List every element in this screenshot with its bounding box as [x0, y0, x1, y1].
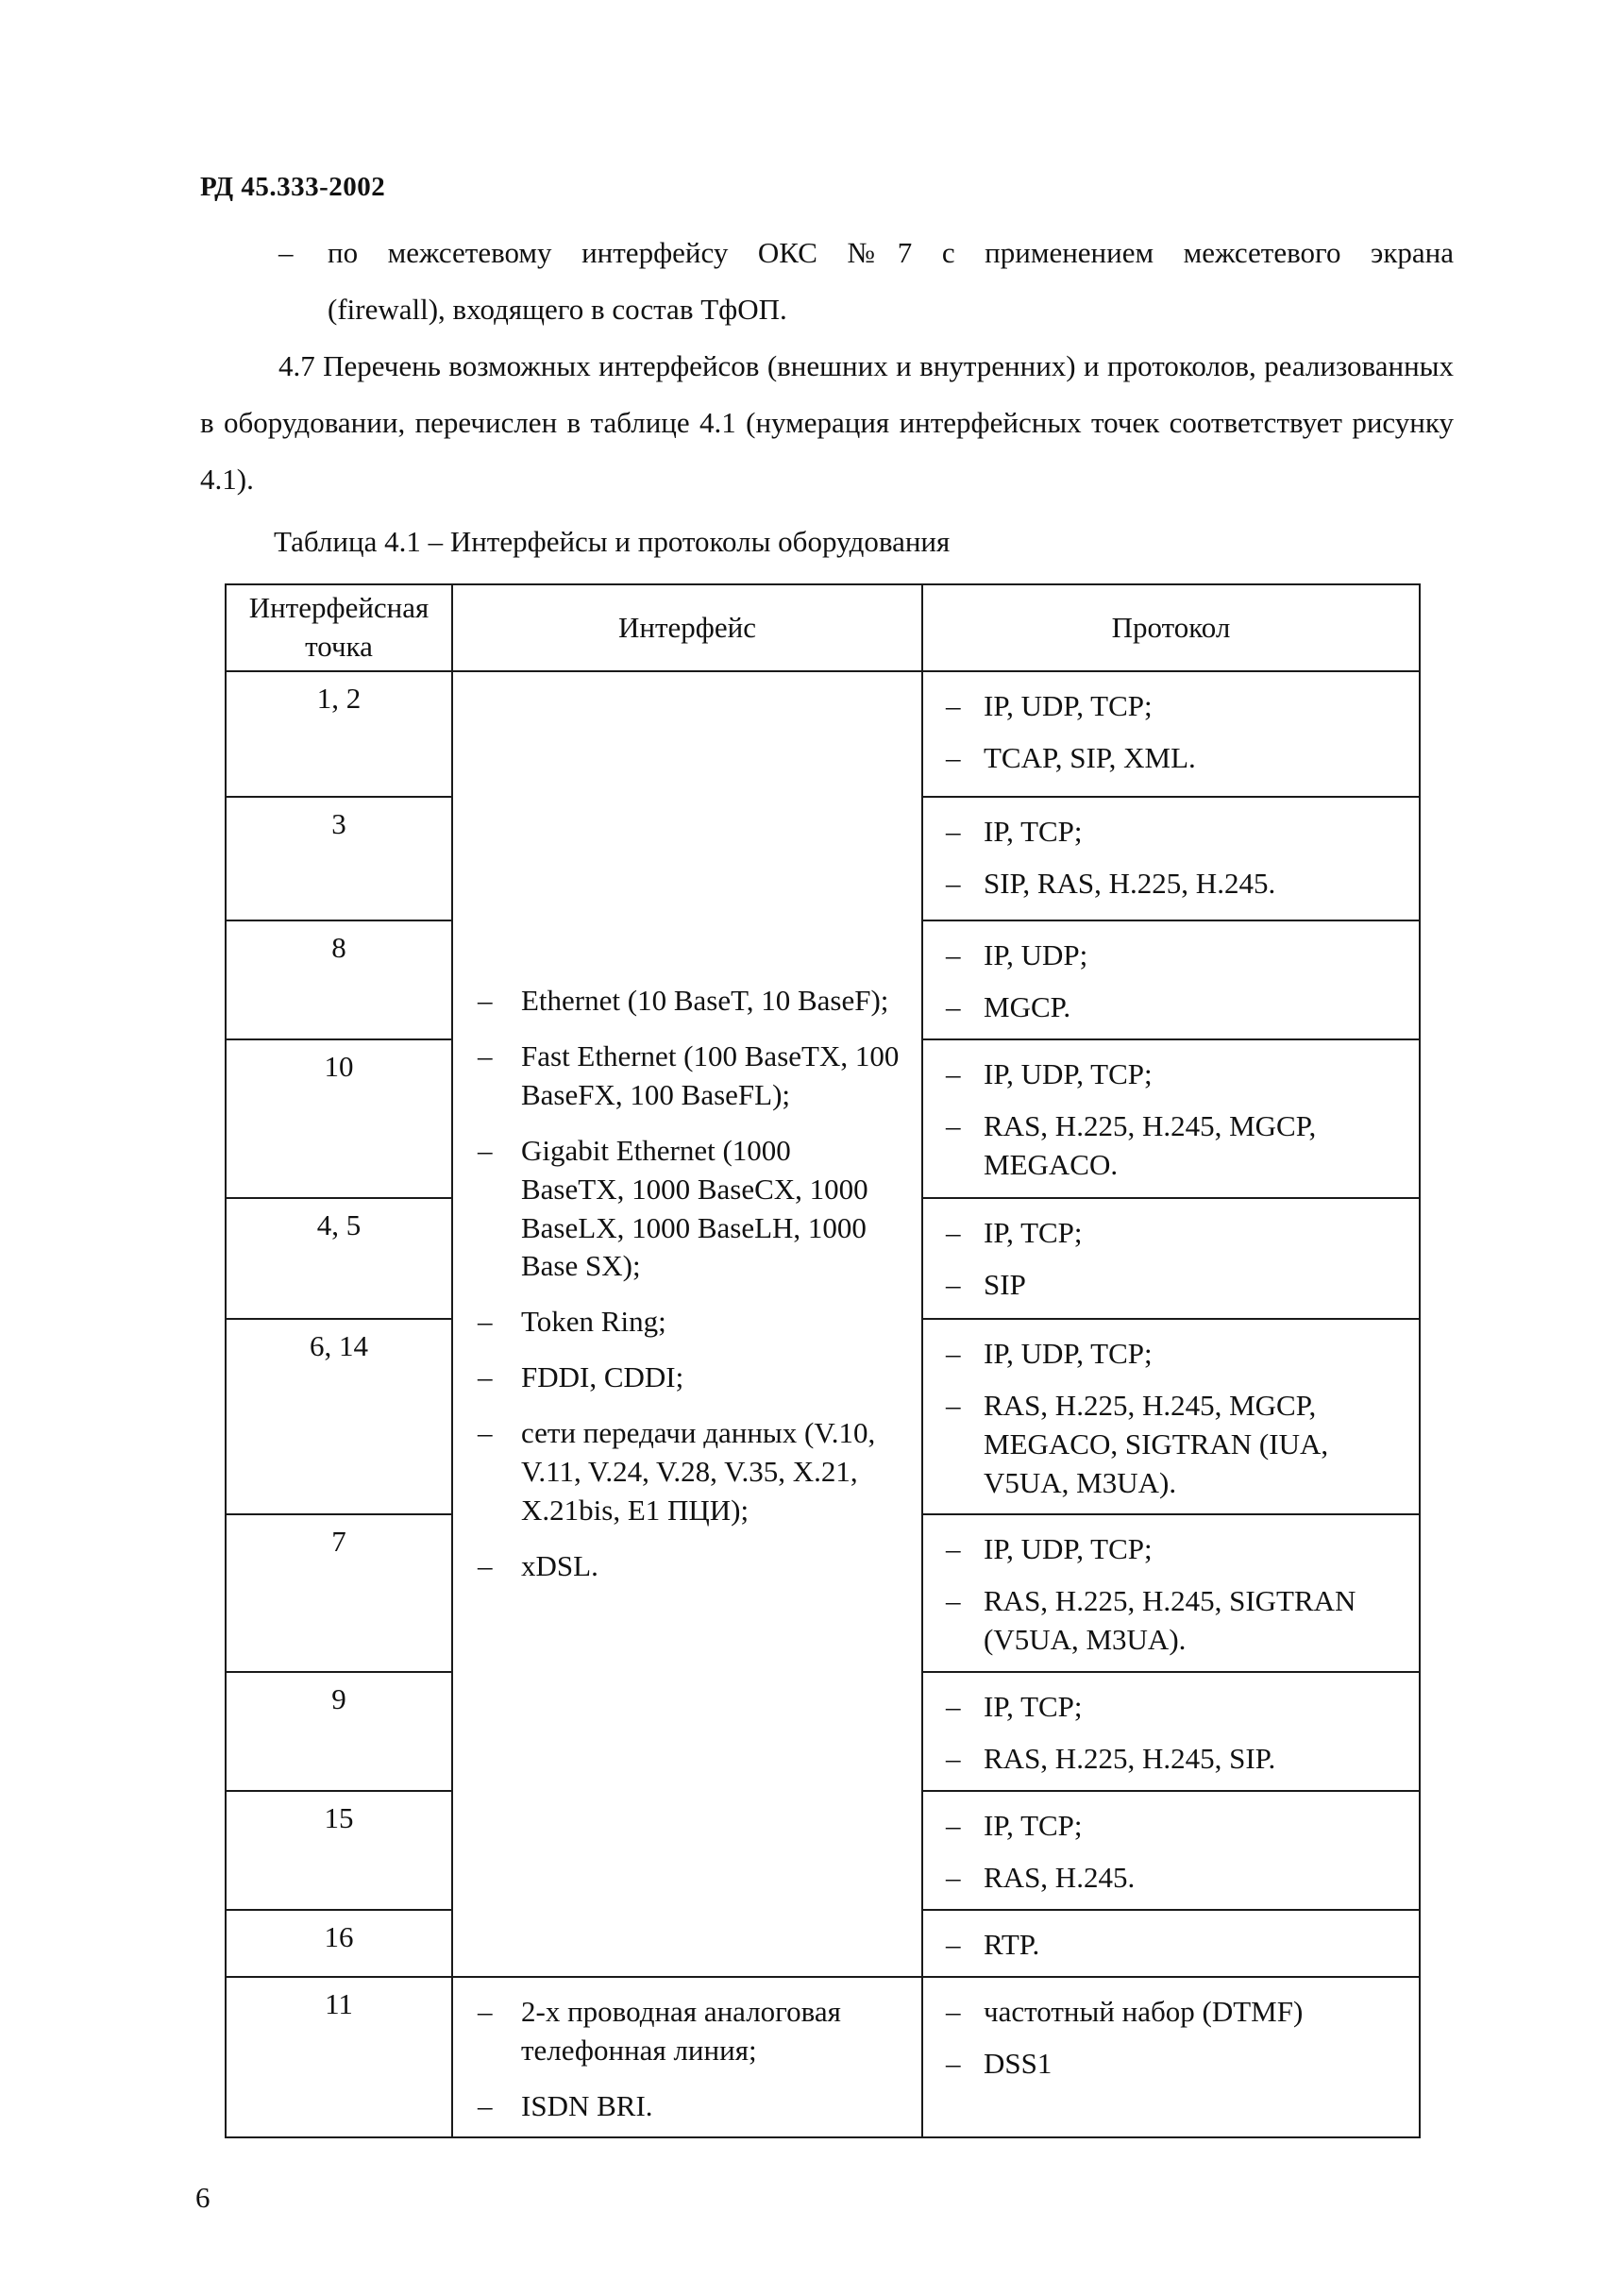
list-dash: –	[478, 1133, 493, 1167]
protocol-cell	[922, 1977, 1420, 2138]
point-cell: 4, 5	[226, 1198, 452, 1319]
interface-item	[464, 982, 910, 1024]
protocol-cell	[922, 1910, 1420, 1977]
protocol-text: IP, UDP, TCP;	[984, 1532, 1153, 1566]
protocol-text: IP, UDP, TCP;	[984, 1056, 1153, 1090]
protocol-item	[935, 2035, 1407, 2087]
interface-text: сети передачи данных (V.10, V.11, V.24, V.28, V.35, X.21, X.21bis, E1 ПЦИ);	[521, 1416, 876, 1527]
point-cell: 8	[226, 920, 452, 1039]
protocol-text: IP, UDP, TCP;	[984, 689, 1153, 722]
list-dash: –	[946, 1108, 961, 1142]
protocol-text: IP, TCP;	[984, 1215, 1083, 1249]
protocol-item	[935, 979, 1407, 1031]
protocol-text: IP, UDP;	[984, 938, 1088, 971]
list-dash: –	[946, 1215, 961, 1249]
interface-cell	[452, 1977, 922, 2138]
list-dash: –	[946, 866, 961, 900]
list-dash: –	[478, 1038, 493, 1072]
point-cell: 7	[226, 1514, 452, 1672]
protocol-item	[935, 1377, 1407, 1507]
point-cell: 16	[226, 1910, 452, 1977]
interface-text: 2-х проводная аналоговая телефонная линия;	[521, 1994, 841, 2067]
list-dash: –	[946, 1056, 961, 1090]
protocol-cell	[922, 1319, 1420, 1515]
list-dash: –	[478, 1360, 493, 1394]
point-cell: 11	[226, 1977, 452, 2138]
table-caption: Таблица 4.1 – Интерфейсы и протоколы оборудования	[274, 525, 951, 558]
interface-text: Fast Ethernet (100 BaseTX, 100 BaseFX, 100 BaseFL);	[521, 1038, 900, 1111]
table-header-row	[226, 584, 1420, 671]
protocol-cell	[922, 920, 1420, 1039]
protocol-item	[935, 1849, 1407, 1901]
list-item-continuation: (firewall), входящего в состав ТфОП.	[328, 293, 787, 326]
list-dash: –	[946, 938, 961, 971]
list-dash: –	[946, 1808, 961, 1842]
interface-item	[464, 1414, 910, 1534]
protocol-item	[935, 1799, 1407, 1849]
protocol-text: IP, TCP;	[984, 815, 1083, 848]
document-code: РД 45.333-2002	[200, 172, 386, 202]
list-dash: –	[946, 1584, 961, 1618]
point-cell: 1, 2	[226, 671, 452, 797]
protocol-item	[935, 1730, 1407, 1782]
list-dash: –	[946, 1742, 961, 1776]
list-dash: –	[478, 1548, 493, 1582]
table-row	[226, 1977, 1420, 2138]
protocol-cell	[922, 1791, 1420, 1910]
protocol-text: частотный набор (DTMF)	[984, 1994, 1304, 2028]
list-dash: –	[946, 1388, 961, 1422]
list-dash: –	[478, 984, 493, 1017]
protocol-item	[935, 805, 1407, 855]
protocol-cell	[922, 1514, 1420, 1672]
list-dash: –	[278, 236, 294, 269]
protocol-text: SIP, RAS, H.225, H.245.	[984, 866, 1276, 900]
protocol-item	[935, 1257, 1407, 1308]
protocol-item	[935, 1207, 1407, 1257]
list-dash: –	[478, 2088, 493, 2122]
protocol-text: RAS, H.225, H.245, MGCP, MEGACO.	[984, 1108, 1317, 1181]
list-dash: –	[478, 1416, 493, 1450]
list-dash: –	[946, 689, 961, 722]
protocol-text: DSS1	[984, 2046, 1053, 2080]
point-cell: 10	[226, 1039, 452, 1198]
interface-item	[464, 1547, 910, 1590]
protocol-text: RAS, H.225, H.245, MGCP, MEGACO, SIGTRAN (IUA, V5UA, M3UA).	[984, 1388, 1329, 1499]
protocol-item	[935, 680, 1407, 730]
protocol-item	[935, 730, 1407, 782]
firewall-list-item	[278, 225, 1454, 281]
protocol-text: SIP	[984, 1267, 1026, 1301]
protocol-text: MGCP.	[984, 989, 1071, 1023]
header-interface: Интерфейс	[452, 584, 922, 671]
interface-text: ISDN BRI.	[521, 2088, 653, 2122]
list-dash: –	[478, 1305, 493, 1339]
point-cell: 15	[226, 1791, 452, 1910]
protocol-cell	[922, 797, 1420, 920]
protocol-text: RAS, H.225, H.245, SIGTRAN (V5UA, M3UA).	[984, 1584, 1356, 1657]
interface-item	[464, 1303, 910, 1345]
protocol-item	[935, 929, 1407, 979]
interface-text: Ethernet (10 BaseT, 10 BaseF);	[521, 984, 889, 1017]
point-cell: 3	[226, 797, 452, 920]
interface-item	[464, 1132, 910, 1291]
interface-text: xDSL.	[521, 1548, 598, 1582]
list-dash: –	[946, 740, 961, 774]
list-dash: –	[946, 989, 961, 1023]
protocol-item	[935, 1048, 1407, 1098]
list-dash: –	[946, 815, 961, 848]
list-dash: –	[946, 1860, 961, 1894]
protocol-item	[935, 1680, 1407, 1730]
list-dash: –	[946, 1267, 961, 1301]
list-dash: –	[946, 1994, 961, 2028]
point-cell: 9	[226, 1672, 452, 1791]
list-dash: –	[946, 1336, 961, 1370]
protocol-item	[935, 1523, 1407, 1573]
protocol-item	[935, 1985, 1407, 2035]
list-item-text: по межсетевому интерфейсу ОКС №7 с применением межсетевого экрана	[328, 236, 1454, 269]
paragraph-4-7: 4.7 Перечень возможных интерфейсов (внешних и внутренних) и протоколов, реализованных в оборудовании, перечислен в таблице 4.1 (нумерация интерфейсных точек соответствует рисунку 4.1).	[200, 349, 1454, 496]
list-dash: –	[946, 1690, 961, 1724]
interface-text: Token Ring;	[521, 1305, 666, 1339]
protocol-cell	[922, 671, 1420, 797]
page-number: 6	[195, 2181, 211, 2214]
list-dash: –	[946, 2046, 961, 2080]
protocol-text: IP, TCP;	[984, 1808, 1083, 1842]
protocol-item	[935, 855, 1407, 907]
protocol-text: RTP.	[984, 1927, 1040, 1961]
header-protocol: Протокол	[922, 584, 1420, 671]
protocol-item	[935, 1098, 1407, 1189]
protocol-text: TCAP, SIP, XML.	[984, 740, 1196, 774]
interface-item	[464, 2087, 910, 2130]
protocol-item	[935, 1918, 1407, 1968]
list-dash: –	[946, 1532, 961, 1566]
interface-text: FDDI, CDDI;	[521, 1360, 684, 1394]
list-dash: –	[478, 1994, 493, 2028]
header-point: Интерфейсная точка	[226, 584, 452, 671]
interfaces-table	[225, 583, 1421, 2138]
protocol-item	[935, 1573, 1407, 1663]
protocol-text: RAS, H.245.	[984, 1860, 1136, 1894]
protocol-text: IP, UDP, TCP;	[984, 1336, 1153, 1370]
point-cell: 6, 14	[226, 1319, 452, 1515]
protocol-text: IP, TCP;	[984, 1690, 1083, 1724]
list-dash: –	[946, 1927, 961, 1961]
interface-item	[464, 1359, 910, 1401]
protocol-cell	[922, 1672, 1420, 1791]
interface-item	[464, 1038, 910, 1119]
protocol-text: RAS, H.225, H.245, SIP.	[984, 1742, 1276, 1776]
interface-item	[464, 1993, 910, 2074]
interface-text: Gigabit Ethernet (1000 BaseTX, 1000 BaseCX, 1000 BaseLX, 1000 BaseLH, 1000 Base SX);	[521, 1133, 868, 1283]
protocol-cell	[922, 1039, 1420, 1198]
interface-cell	[452, 671, 922, 1977]
protocol-cell	[922, 1198, 1420, 1319]
protocol-item	[935, 1327, 1407, 1377]
table-row	[226, 671, 1420, 797]
